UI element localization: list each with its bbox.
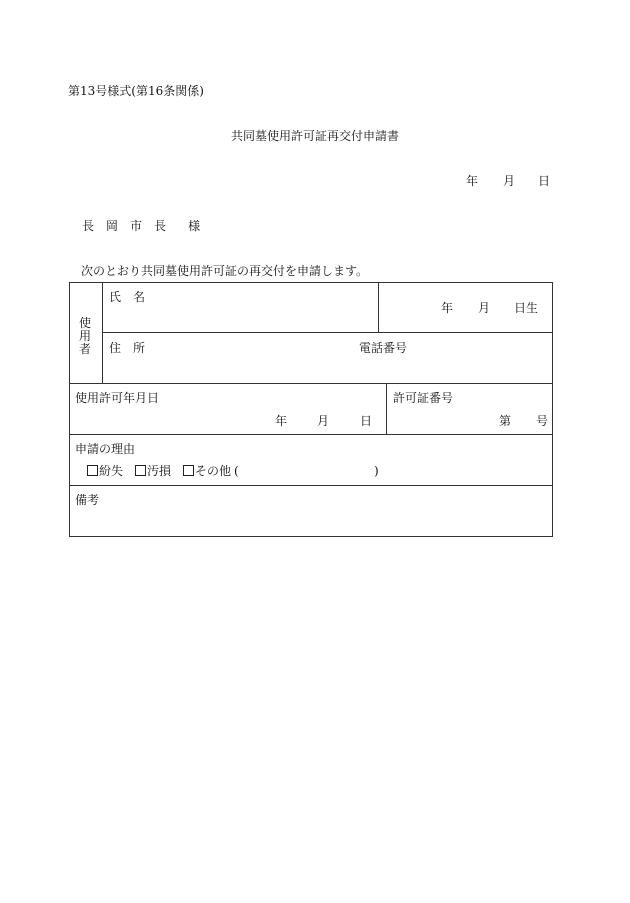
- other-open-paren: (: [234, 464, 239, 478]
- date-day-label: 日: [538, 174, 551, 188]
- birth-day-label: 日生: [514, 301, 539, 315]
- permit-number-prefix: 第: [499, 414, 512, 428]
- application-table: [69, 282, 553, 537]
- permit-number-suffix: 号: [536, 414, 549, 428]
- remarks-label: 備考: [75, 493, 100, 507]
- permit-month-label: 月: [317, 414, 330, 428]
- address-label: 住 所: [109, 341, 146, 355]
- addressee-suffix: 様: [188, 219, 201, 233]
- checkbox-icon: [87, 465, 98, 476]
- name-label: 氏 名: [109, 290, 146, 304]
- addressee-char: 岡: [106, 219, 119, 233]
- reason-label: 申請の理由: [75, 442, 136, 456]
- form-number: 第13号様式(第16条関係): [68, 84, 204, 98]
- addressee-char: 市: [130, 219, 143, 233]
- birth-year-label: 年: [441, 301, 454, 315]
- reason-other-checkbox[interactable]: その他: [183, 464, 231, 478]
- reason-options: [87, 465, 231, 477]
- row-divider: [69, 434, 553, 435]
- addressee-char: 長: [82, 219, 95, 233]
- column-divider: [102, 282, 103, 383]
- permit-number-label: 許可証番号: [393, 391, 454, 405]
- intro-text: 次のとおり共同墓使用許可証の再交付を申請します。: [81, 264, 369, 278]
- column-divider: [386, 383, 387, 434]
- user-label: 使用者: [78, 316, 91, 356]
- permit-day-label: 日: [360, 414, 373, 428]
- addressee-char: 長: [154, 219, 167, 233]
- row-divider: [102, 332, 553, 333]
- checkbox-icon: [183, 465, 194, 476]
- date-month-label: 月: [503, 174, 516, 188]
- other-close-paren: ): [374, 464, 379, 478]
- row-divider: [69, 485, 553, 486]
- row-divider: [69, 383, 553, 384]
- birth-month-label: 月: [478, 301, 491, 315]
- column-divider: [378, 282, 379, 332]
- permit-date-label: 使用許可年月日: [75, 391, 160, 405]
- reason-lost-checkbox[interactable]: 紛失: [87, 464, 123, 478]
- phone-label: 電話番号: [359, 341, 408, 355]
- reason-damaged-checkbox[interactable]: 汚損: [135, 464, 171, 478]
- other-reason-field[interactable]: [244, 460, 372, 478]
- form-title: 共同墓使用許可証再交付申請書: [230, 129, 399, 143]
- checkbox-icon: [135, 465, 146, 476]
- addressee: [82, 220, 200, 232]
- date-year-label: 年: [466, 174, 479, 188]
- permit-year-label: 年: [275, 414, 288, 428]
